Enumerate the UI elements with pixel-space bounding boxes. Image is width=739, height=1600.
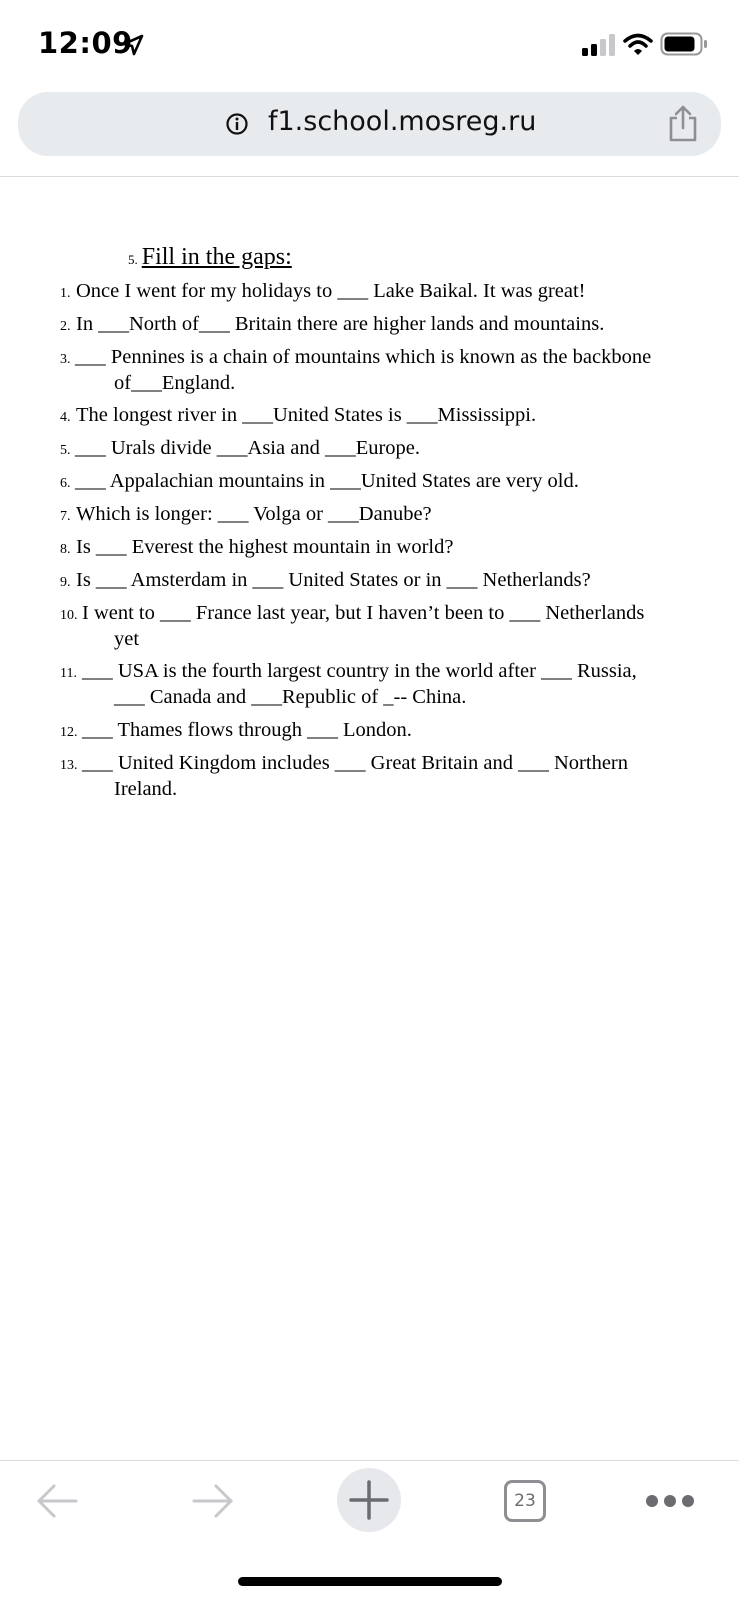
- exercise-text-continued: yet: [114, 628, 140, 650]
- back-arrow-icon[interactable]: [34, 1478, 80, 1524]
- exercise-text: ___ Thames flows through ___ London.: [82, 719, 412, 741]
- location-arrow-icon: [122, 34, 144, 56]
- exercise-number: 13.: [60, 758, 78, 773]
- share-icon[interactable]: [666, 104, 700, 142]
- exercise-number: 12.: [60, 725, 78, 740]
- exercise-text-continued: of___England.: [114, 372, 236, 394]
- exercise-number: 6.: [60, 476, 71, 491]
- exercise-text-continued: ___ Canada and ___Republic of _-- China.: [114, 686, 467, 708]
- exercise-text: ___ Appalachian mountains in ___United States are very old.: [75, 470, 579, 492]
- exercise-number: 1.: [60, 286, 71, 301]
- heading-text: Fill in the gaps:: [141, 244, 292, 270]
- status-bar: [0, 0, 739, 90]
- home-indicator[interactable]: [238, 1577, 502, 1586]
- exercise-text: Is ___ Everest the highest mountain in world?: [76, 536, 454, 558]
- tab-switcher-button[interactable]: 23: [504, 1480, 546, 1522]
- exercise-number: 9.: [60, 575, 71, 590]
- more-icon[interactable]: [645, 1488, 695, 1514]
- exercise-number: 5.: [60, 443, 71, 458]
- status-time: 12:09: [38, 26, 133, 60]
- url-text[interactable]: f1.school.mosreg.ru: [268, 106, 537, 137]
- exercise-text: Once I went for my holidays to ___ Lake Baikal. It was great!: [76, 280, 586, 302]
- worksheet-heading: [128, 244, 292, 271]
- plus-icon: [349, 1480, 389, 1520]
- exercise-text: I went to ___ France last year, but I haven’t been to ___ Netherlands: [82, 602, 645, 624]
- exercise-number: 4.: [60, 410, 71, 425]
- exercise-text: In ___North of___ Britain there are higher lands and mountains.: [76, 313, 605, 335]
- exercise-text: ___ USA is the fourth largest country in the world after ___ Russia,: [82, 660, 637, 682]
- exercise-text: ___ Urals divide ___Asia and ___Europe.: [75, 437, 421, 459]
- exercise-number: 11.: [60, 666, 77, 681]
- wifi-icon: [623, 32, 653, 56]
- exercise-text: ___ Pennines is a chain of mountains which is known as the backbone: [75, 346, 652, 368]
- exercise-text: The longest river in ___United States is ___Mississippi.: [76, 404, 537, 426]
- exercise-text-continued: Ireland.: [114, 778, 178, 800]
- toolbar-divider: [0, 1460, 739, 1461]
- battery-icon: [660, 32, 708, 56]
- exercise-number: 2.: [60, 319, 71, 334]
- info-icon[interactable]: [225, 112, 249, 136]
- header-divider: [0, 176, 739, 177]
- address-bar[interactable]: [18, 92, 721, 156]
- exercise-number: 7.: [60, 509, 71, 524]
- forward-arrow-icon[interactable]: [190, 1478, 236, 1524]
- exercise-text: ___ United Kingdom includes ___ Great Britain and ___ Northern: [82, 752, 628, 774]
- exercise-number: 10.: [60, 608, 78, 623]
- exercise-text: Is ___ Amsterdam in ___ United States or in ___ Netherlands?: [76, 569, 591, 591]
- cellular-signal-icon: [582, 34, 618, 56]
- exercise-number: 8.: [60, 542, 71, 557]
- exercise-number: 3.: [60, 352, 71, 367]
- heading-number: 5.: [128, 252, 138, 267]
- exercise-text: Which is longer: ___ Volga or ___Danube?: [76, 503, 432, 525]
- new-tab-button[interactable]: [337, 1468, 401, 1532]
